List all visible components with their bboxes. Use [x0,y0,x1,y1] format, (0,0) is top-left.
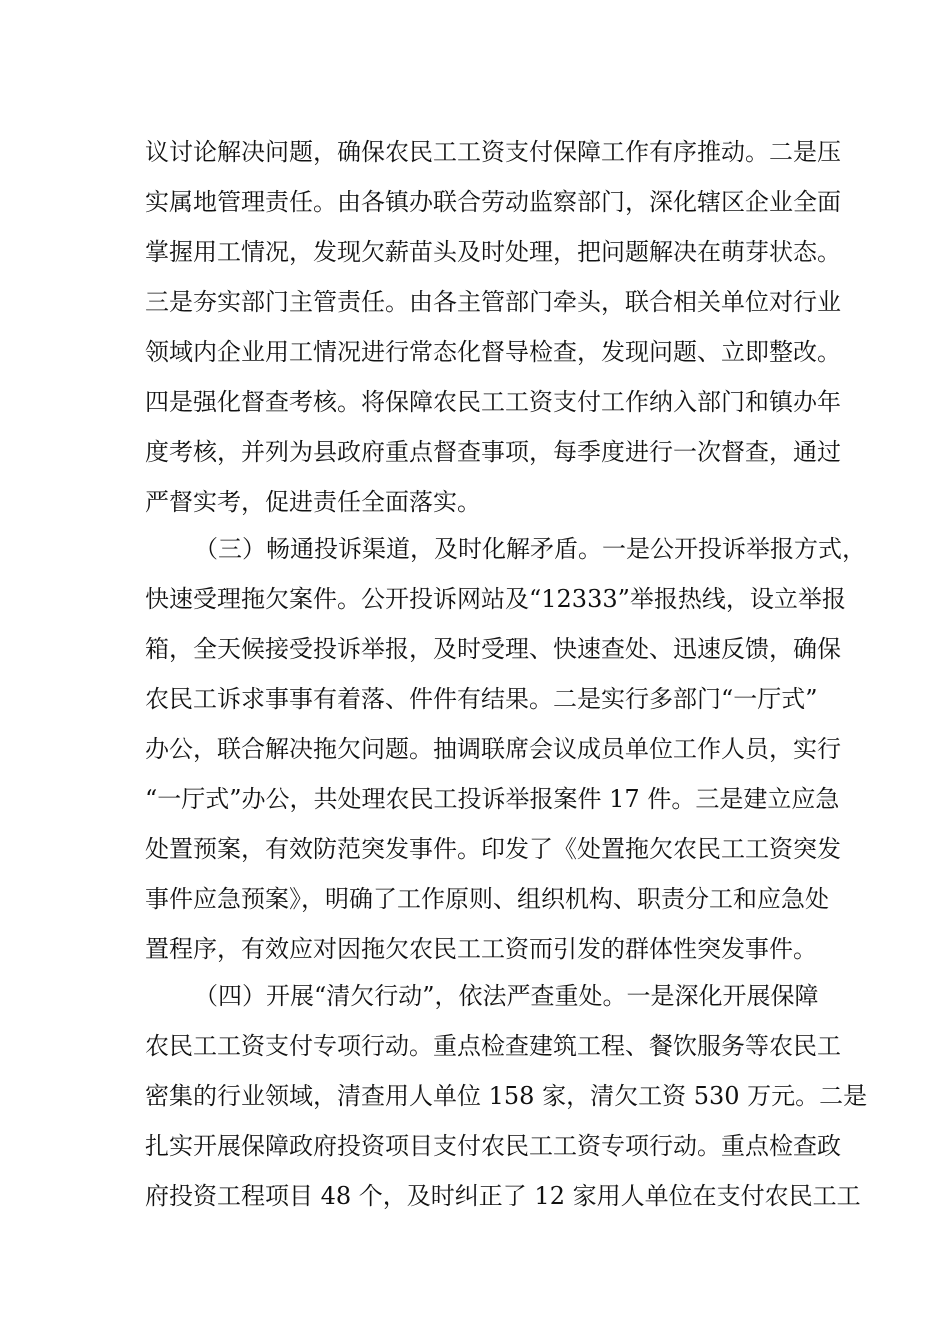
text-line: “一厅式”办公，共处理农民工投诉举报案件 17 件。三是建立应急 [145,785,840,813]
section-heading-line: （四）开展“清欠行动”，依法严查重处。一是深化开展保障 [194,982,819,1010]
text-line: 四是强化督查考核。将保障农民工工资支付工作纳入部门和镇办年 [145,388,841,416]
text-line: 置程序，有效应对因拖欠农民工工资而引发的群体性突发事件。 [145,935,817,963]
text-line: 箱，全天候接受投诉举报，及时受理、快速查处、迅速反馈，确保 [145,635,841,663]
text-line: 领域内企业用工情况进行常态化督导检查，发现问题、立即整改。 [145,338,841,366]
text-line: 扎实开展保障政府投资项目支付农民工工资专项行动。重点检查政 [145,1132,841,1160]
text-line: 事件应急预案》，明确了工作原则、组织机构、职责分工和应急处 [145,885,829,913]
text-line: 府投资工程项目 48 个，及时纠正了 12 家用人单位在支付农民工工 [145,1182,861,1210]
text-line: 密集的行业领域，清查用人单位 158 家，清欠工资 530 万元。二是 [145,1082,868,1110]
text-line: 掌握用工情况，发现欠薪苗头及时处理，把问题解决在萌芽状态。 [145,238,841,266]
text-line: 农民工诉求事事有着落、件件有结果。二是实行多部门“一厅式” [145,685,818,713]
text-line: 严督实考，促进责任全面落实。 [145,488,481,516]
text-line: 实属地管理责任。由各镇办联合劳动监察部门，深化辖区企业全面 [145,188,841,216]
text-line: 度考核，并列为县政府重点督查事项，每季度进行一次督查，通过 [145,438,841,466]
section-heading-line: （三）畅通投诉渠道，及时化解矛盾。一是公开投诉举报方式， [194,535,866,563]
text-line: 处置预案，有效防范突发事件。印发了《处置拖欠农民工工资突发 [145,835,841,863]
text-line: 办公，联合解决拖欠问题。抽调联席会议成员单位工作人员，实行 [145,735,841,763]
text-line: 快速受理拖欠案件。公开投诉网站及“12333”举报热线，设立举报 [145,585,846,613]
text-line: 三是夯实部门主管责任。由各主管部门牵头，联合相关单位对行业 [145,288,841,316]
text-line: 议讨论解决问题，确保农民工工资支付保障工作有序推动。二是压 [145,138,841,166]
text-line: 农民工工资支付专项行动。重点检查建筑工程、餐饮服务等农民工 [145,1032,841,1060]
